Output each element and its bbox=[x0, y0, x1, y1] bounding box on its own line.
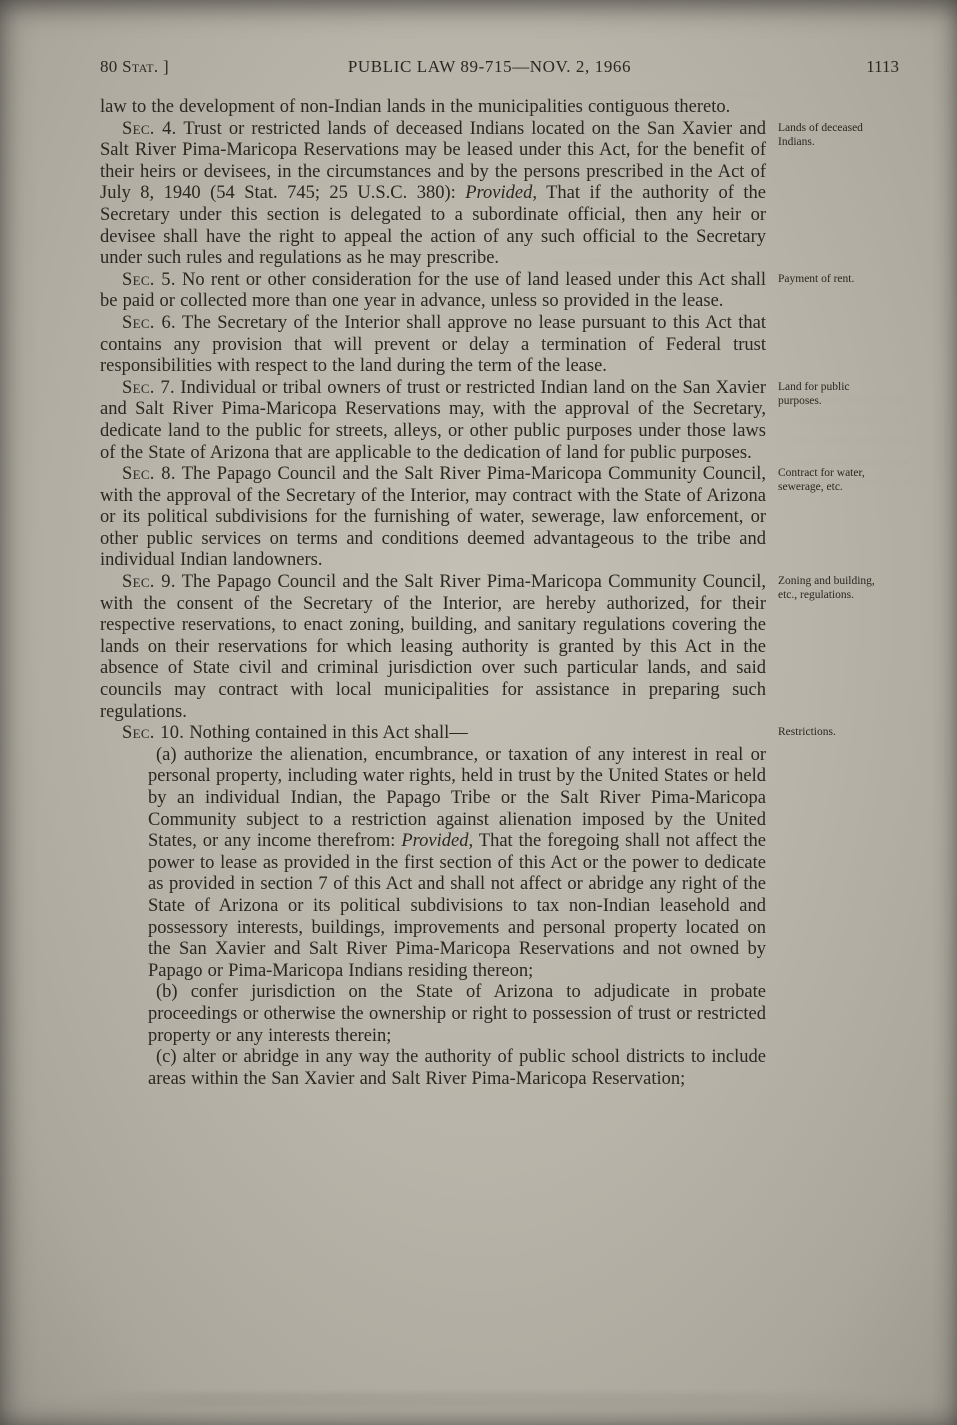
margin-note-restrictions: Restrictions. bbox=[778, 726, 836, 739]
section-7-row bbox=[100, 377, 850, 464]
section-4-paragraph bbox=[100, 119, 766, 270]
subsection-a-text-continued: That the foregoing shall not affect the power to lease as provided in the first section of this Act or the power to dedicate as provided in section 7 of this Act and shall not affect or abridge any right of the State of Arizona or its political subdivisions to tax non-Indian leasehold and possessory interests, buildings, improvements and personal property located on the San Xavier and Salt River Pima-Maricopa Reservations and not owned by Papago or Pima-Maricopa Indians residing thereon; bbox=[148, 831, 766, 981]
section-5-row bbox=[100, 269, 855, 313]
page-header bbox=[100, 57, 899, 77]
section-5-paragraph bbox=[100, 270, 766, 313]
bleed-through-artifact bbox=[80, 1392, 880, 1406]
section-10-row bbox=[100, 723, 836, 745]
subsection-a-row bbox=[100, 745, 766, 983]
subsection-b-paragraph: (b) confer jurisdiction on the State of Arizona to adjudicate in probate proceedings or otherwise the ownership or right to possession of trust or restricted property or any interests therein; bbox=[148, 982, 766, 1046]
subsection-a-paragraph bbox=[148, 745, 766, 983]
section-9-text: The Papago Council and the Salt River Pima-Maricopa Community Council, with the consent of the Secretary of the Interior, are hereby authorized, for their respective reservations, to enact zoning, building, and sanitary regulations covering the lands on their reservations for which leasing authority is granted by this Act in the absence of State civil and criminal jurisdiction over such particular lands, and said councils may contract with local municipalities for assistance in preparing such regulations. bbox=[100, 572, 766, 722]
section-7-paragraph bbox=[100, 378, 766, 464]
section-8-paragraph bbox=[100, 464, 766, 572]
margin-note-land-for-public-purposes: Land for public purposes. bbox=[778, 380, 850, 407]
law-title: PUBLIC LAW 89-715—NOV. 2, 1966 bbox=[347, 57, 632, 76]
section-4-label: Sec. 4. bbox=[122, 118, 177, 139]
subsection-c-paragraph: (c) alter or abridge in any way the authority of public school districts to include areas within the San Xavier and Salt River Pima-Maricopa Reservation; bbox=[148, 1047, 766, 1089]
section-9-label: Sec. 9. bbox=[122, 572, 176, 593]
section-10-text: Nothing contained in this Act shall— bbox=[184, 723, 468, 744]
statute-text-column bbox=[100, 97, 875, 1090]
section-10-label: Sec. 10. bbox=[122, 723, 185, 744]
page-number: 1113 bbox=[866, 57, 899, 76]
section-8-row bbox=[100, 464, 865, 572]
subsection-c-row bbox=[100, 1047, 766, 1090]
section-9-paragraph bbox=[100, 572, 766, 723]
section-8-label: Sec. 8. bbox=[122, 464, 176, 485]
section-5-label: Sec. 5. bbox=[122, 269, 176, 290]
section-4-row bbox=[100, 118, 863, 270]
proviso-term: Provided, bbox=[401, 831, 474, 852]
margin-note-payment-of-rent: Payment of rent. bbox=[778, 272, 855, 285]
paragraph-continuation: law to the development of non-Indian lands in the municipalities contiguous thereto. bbox=[100, 97, 731, 117]
section-4-text-continued: That if the authority of the Secretary under this section is delegated to a subordinate official, then any heir or devisee shall have the right to appeal the action of any such official to the Secretary under such rules and regulations as he may prescribe. bbox=[100, 183, 766, 269]
statute-volume-label: 80 Stat. ] bbox=[100, 57, 169, 76]
subsection-b-row bbox=[100, 982, 766, 1047]
proviso-term: Provided, bbox=[465, 183, 537, 204]
section-6-label: Sec. 6. bbox=[122, 312, 176, 333]
section-7-label: Sec. 7. bbox=[122, 377, 175, 398]
section-9-row bbox=[100, 572, 875, 723]
margin-note-zoning-and-building-regulations: Zoning and building, etc., regulations. bbox=[778, 575, 875, 602]
section-10-paragraph bbox=[100, 723, 766, 745]
section-6-text: The Secretary of the Interior shall approve no lease pursuant to this Act that contains any provision that will prevent or delay a termination of Federal trust responsibilities with respect to the land during the term of the lease. bbox=[100, 312, 766, 377]
subsection-a-text: (a) authorize the alienation, encumbrance, or taxation of any interest in real or personal property, including water rights, held in trust by the United States or held by an individual Indian, the Papago Tribe or the Salt River Pima-Maricopa Community subject to a restriction against alienation imposed by the United States, or any income therefrom: bbox=[148, 744, 766, 852]
section-4-text: Trust or restricted lands of deceased Indians located on the San Xavier and Salt River Pima-Maricopa Reservations may be leased under this Act, for the benefit of their heirs or devisees, in the circumstances and by the persons prescribed in the Act of July 8, 1940 (54 Stat. 745; 25 U.S.C. 380): bbox=[100, 118, 766, 204]
margin-note-lands-of-deceased-indians: Lands of deceased Indians. bbox=[778, 121, 863, 148]
section-5-text: No rent or other consideration for the use of land leased under this Act shall be paid or collected more than one year in advance, unless so provided in the lease. bbox=[100, 269, 766, 312]
section-8-text: The Papago Council and the Salt River Pima-Maricopa Community Council, with the approval of the Secretary of the Interior, may contract with the State of Arizona or its political subdivisions for the furnishing of water, sewerage, law enforcement, or other public services on terms and conditions deemed advantageous to the tribe and individual Indian landowners. bbox=[100, 464, 766, 571]
section-7-text: Individual or tribal owners of trust or restricted Indian land on the San Xavier and Salt River Pima-Maricopa Reservations may, with the approval of the Secretary, dedicate land to the public for streets, alleys, or other public purposes under those laws of the State of Arizona that are applicable to the dedication of land for public purposes. bbox=[100, 377, 766, 463]
margin-note-contract-for-water-sewerage: Contract for water, sewerage, etc. bbox=[778, 467, 865, 494]
section-6-row bbox=[100, 313, 766, 378]
section-6-paragraph bbox=[100, 313, 766, 378]
